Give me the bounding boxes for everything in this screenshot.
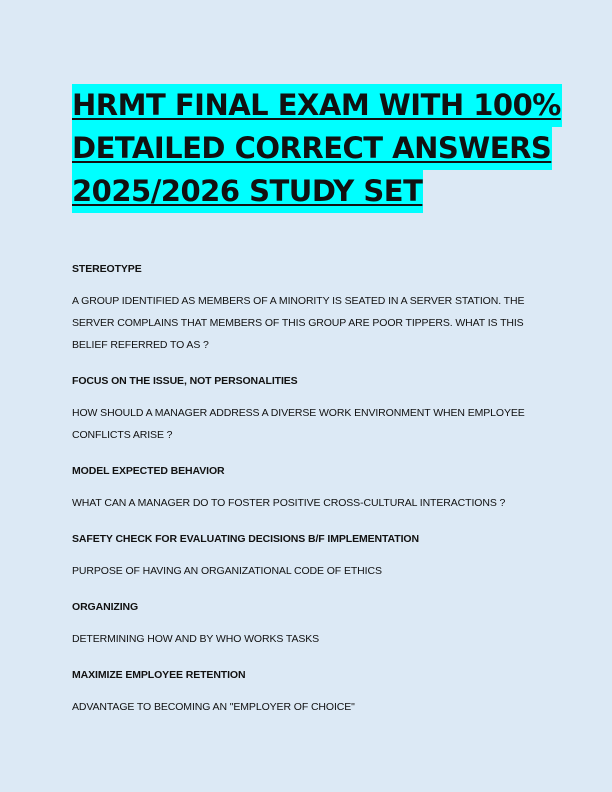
answer-term: MAXIMIZE EMPLOYEE RETENTION [72, 669, 246, 681]
answer-term: FOCUS ON THE ISSUE, NOT PERSONALITIES [72, 375, 298, 387]
question-text: ADVANTAGE TO BECOMING AN "EMPLOYER OF CHOICE" [72, 701, 355, 713]
title-line-1: HRMT FINAL EXAM WITH 100% [72, 84, 562, 127]
qa-item [72, 668, 542, 718]
answer-term: MODEL EXPECTED BEHAVIOR [72, 465, 225, 477]
qa-item [72, 600, 542, 650]
document-title [72, 84, 561, 213]
answer-term: STEREOTYPE [72, 263, 142, 275]
qa-item [72, 532, 542, 582]
title-line-2: DETAILED CORRECT ANSWERS [72, 127, 552, 170]
qa-item [72, 464, 542, 514]
title-line-3: 2025/2026 STUDY SET [72, 170, 423, 213]
qa-item [72, 374, 542, 446]
qa-item [72, 262, 542, 356]
question-text: A GROUP IDENTIFIED AS MEMBERS OF A MINORITY IS SEATED IN A SERVER STATION. THE SERVER COMPLAINS THAT MEMBERS OF THIS GROUP ARE POOR TIPPERS. WHAT IS THIS BELIEF REFERRED TO AS ? [72, 295, 525, 351]
question-text: WHAT CAN A MANAGER DO TO FOSTER POSITIVE CROSS-CULTURAL INTERACTIONS ? [72, 497, 506, 509]
answer-term: ORGANIZING [72, 601, 139, 613]
qa-list [72, 262, 542, 736]
question-text: HOW SHOULD A MANAGER ADDRESS A DIVERSE WORK ENVIRONMENT WHEN EMPLOYEE CONFLICTS ARISE ? [72, 407, 525, 441]
question-text: DETERMINING HOW AND BY WHO WORKS TASKS [72, 633, 320, 645]
answer-term: SAFETY CHECK FOR EVALUATING DECISIONS B/F IMPLEMENTATION [72, 533, 419, 545]
question-text: PURPOSE OF HAVING AN ORGANIZATIONAL CODE OF ETHICS [72, 565, 382, 577]
